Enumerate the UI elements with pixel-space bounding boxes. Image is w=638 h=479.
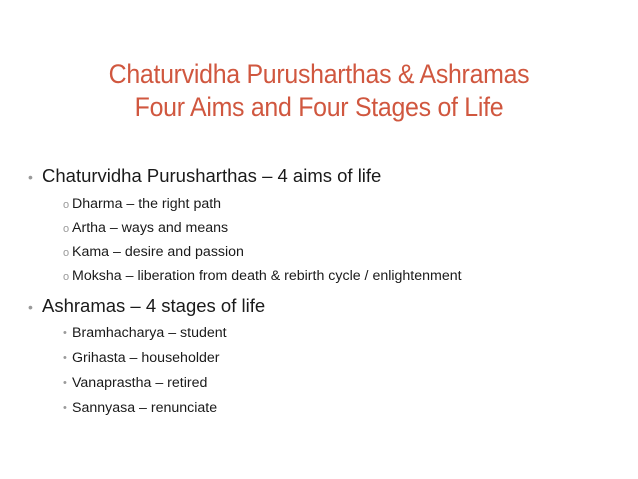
bullet-marker: • xyxy=(28,299,33,315)
sub-bullet-marker: • xyxy=(63,377,67,389)
sub-bullet-text: Moksha – liberation from death & rebirth cycle / enlightenment xyxy=(72,268,462,284)
title-line-1: Chaturvidha Purusharthas & Ashramas xyxy=(108,59,530,89)
sub-bullet-marker: • xyxy=(63,327,67,339)
bullet-text: Ashramas – 4 stages of life xyxy=(42,295,266,316)
sub-bullet-marker: o xyxy=(63,223,70,235)
sub-bullet-marker: • xyxy=(63,352,67,364)
slide-title xyxy=(19,58,619,124)
title-line-2: Four Aims and Four Stages of Life xyxy=(134,92,504,122)
sub-bullet-text: Kama – desire and passion xyxy=(72,244,244,260)
bullet-marker: • xyxy=(28,169,33,185)
sub-bullet-marker: o xyxy=(63,271,70,283)
sub-bullet-marker: o xyxy=(63,199,70,211)
sub-bullet-marker: o xyxy=(63,247,70,259)
sub-bullet-marker: • xyxy=(63,402,67,414)
sub-bullet-text: Artha – ways and means xyxy=(72,220,229,236)
sub-bullet-text: Grihasta – householder xyxy=(72,350,220,366)
bullet-text: Chaturvidha Purusharthas – 4 aims of life xyxy=(42,165,382,186)
sub-bullet-text: Bramhacharya – student xyxy=(72,325,227,341)
sub-bullet-text: Sannyasa – renunciate xyxy=(72,400,218,416)
sub-bullet-text: Dharma – the right path xyxy=(72,196,222,212)
sub-bullet-text: Vanaprastha – retired xyxy=(72,375,208,391)
